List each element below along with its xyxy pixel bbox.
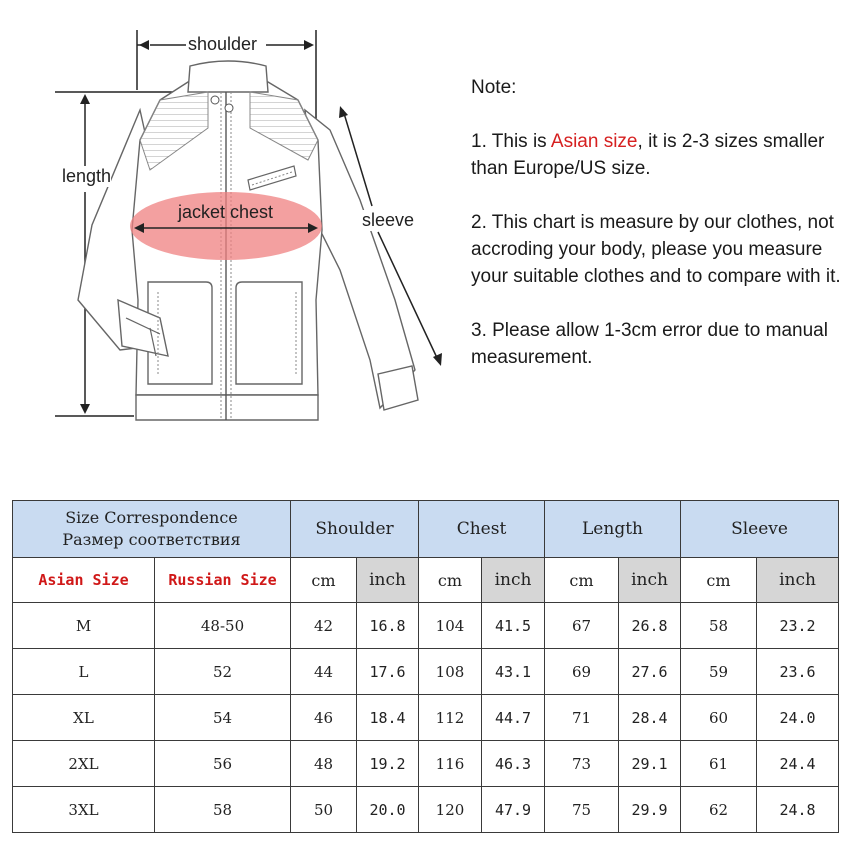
russian-size-header: Russian Size (155, 558, 291, 603)
sleeve-header: Sleeve (681, 501, 839, 558)
note-1-prefix: 1. This is (471, 131, 551, 152)
sleeve-cm-cell: 58 (681, 603, 757, 649)
length-header: Length (545, 501, 681, 558)
russian-size-cell: 48-50 (155, 603, 291, 649)
chest-cm-cell: 116 (419, 741, 482, 787)
note-1-suffix: , it is 2-3 sizes smaller than Europe/US size. (471, 131, 825, 179)
asian-size-cell: 3XL (13, 787, 155, 833)
length-cm-cell: 73 (545, 741, 619, 787)
table-subheader-row (13, 558, 839, 603)
table-row (13, 741, 839, 787)
shoulder-inch-header: inch (357, 558, 419, 603)
sleeve-cm-cell: 61 (681, 741, 757, 787)
russian-size-cell: 54 (155, 695, 291, 741)
shoulder-cm-cell: 44 (291, 649, 357, 695)
note-1-highlight: Asian size (550, 131, 638, 152)
table-row (13, 787, 839, 833)
length-cm-header: cm (545, 558, 619, 603)
shoulder-cm-cell: 50 (291, 787, 357, 833)
sleeve-cm-cell: 60 (681, 695, 757, 741)
chest-inch-cell: 43.1 (482, 649, 545, 695)
sleeve-cm-cell: 62 (681, 787, 757, 833)
sleeve-inch-cell: 24.0 (757, 695, 839, 741)
length-cm-cell: 71 (545, 695, 619, 741)
asian-size-cell: XL (13, 695, 155, 741)
chest-cm-header: cm (419, 558, 482, 603)
note-3: 3. Please allow 1-3cm error due to manual measurement. (471, 320, 828, 368)
table-row (13, 695, 839, 741)
asian-size-cell: M (13, 603, 155, 649)
length-inch-cell: 28.4 (619, 695, 681, 741)
size-correspondence-header (13, 501, 291, 558)
sleeve-inch-header: inch (757, 558, 839, 603)
russian-size-cell: 58 (155, 787, 291, 833)
shoulder-label: shoulder (188, 34, 258, 54)
jacket-measurement-diagram (0, 0, 460, 440)
chest-inch-cell: 47.9 (482, 787, 545, 833)
table-row (13, 649, 839, 695)
sleeve-inch-cell: 24.8 (757, 787, 839, 833)
note-1 (471, 128, 841, 182)
length-inch-cell: 26.8 (619, 603, 681, 649)
shoulder-cm-header: cm (291, 558, 357, 603)
shoulder-inch-cell: 18.4 (357, 695, 419, 741)
sleeve-cm-cell: 59 (681, 649, 757, 695)
chest-cm-cell: 108 (419, 649, 482, 695)
chest-cm-cell: 120 (419, 787, 482, 833)
length-inch-cell: 29.9 (619, 787, 681, 833)
length-inch-header: inch (619, 558, 681, 603)
russian-size-cell: 52 (155, 649, 291, 695)
size-correspondence-ru: Размер соответствия (62, 530, 241, 549)
chest-inch-header: inch (482, 558, 545, 603)
russian-size-cell: 56 (155, 741, 291, 787)
sleeve-inch-cell: 24.4 (757, 741, 839, 787)
asian-size-header: Asian Size (13, 558, 155, 603)
shoulder-inch-cell: 16.8 (357, 603, 419, 649)
length-label: length (62, 166, 112, 186)
shoulder-inch-cell: 19.2 (357, 741, 419, 787)
chest-cm-cell: 104 (419, 603, 482, 649)
shoulder-cm-cell: 48 (291, 741, 357, 787)
notes-panel (471, 74, 841, 398)
sleeve-label: sleeve (362, 210, 415, 230)
chest-cm-cell: 112 (419, 695, 482, 741)
length-cm-cell: 69 (545, 649, 619, 695)
length-cm-cell: 67 (545, 603, 619, 649)
table-header-row (13, 501, 839, 558)
length-inch-cell: 29.1 (619, 741, 681, 787)
sleeve-cm-header: cm (681, 558, 757, 603)
shoulder-cm-cell: 46 (291, 695, 357, 741)
sleeve-inch-cell: 23.6 (757, 649, 839, 695)
length-inch-cell: 27.6 (619, 649, 681, 695)
note-2: 2. This chart is measure by our clothes, not accroding your body, please you measure your suitable clothes and to compare with it. (471, 212, 841, 287)
shoulder-inch-cell: 17.6 (357, 649, 419, 695)
asian-size-cell: L (13, 649, 155, 695)
shoulder-inch-cell: 20.0 (357, 787, 419, 833)
notes-title: Note: (471, 77, 517, 98)
sleeve-inch-cell: 23.2 (757, 603, 839, 649)
size-chart-table (12, 500, 839, 833)
size-correspondence-en: Size Correspondence (65, 508, 238, 527)
chest-inch-cell: 46.3 (482, 741, 545, 787)
table-row (13, 603, 839, 649)
chest-inch-cell: 41.5 (482, 603, 545, 649)
shoulder-header: Shoulder (291, 501, 419, 558)
asian-size-cell: 2XL (13, 741, 155, 787)
chest-header: Chest (419, 501, 545, 558)
chest-inch-cell: 44.7 (482, 695, 545, 741)
shoulder-cm-cell: 42 (291, 603, 357, 649)
length-cm-cell: 75 (545, 787, 619, 833)
jacket-chest-label: jacket chest (178, 202, 274, 222)
